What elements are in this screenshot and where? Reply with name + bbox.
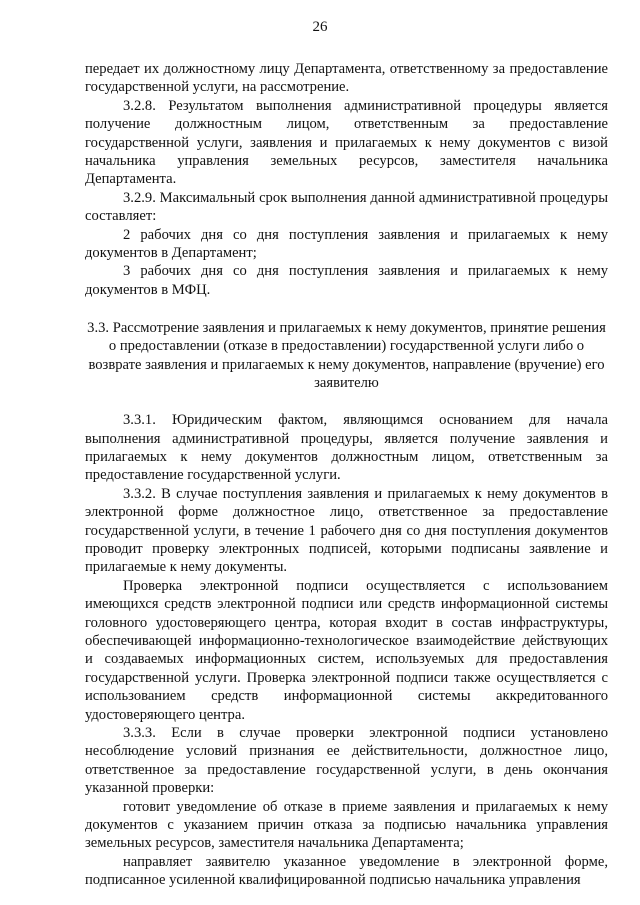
paragraph-signature-check: Проверка электронной подписи осуществляется с использованием имеющихся средств электронной подписи или средств информационной системы головного удостоверяющего центра, которая входит в состав инфраструктуры, обеспечивающей информационно-технологическое взаимодействие действующих и создаваемых информационных систем, используемых для предоставления государственной услуги. Проверка электронной подписи также осуществляется с использованием средств информационной системы аккредитованного удостоверяющего центра. <box>85 577 608 723</box>
paragraph-3-3-3: 3.3.3. Если в случае проверки электронной подписи установлено несоблюдение условий признания ее действительности, должностное лицо, ответственное за предоставление государственной услуги, в день окончания указанной проверки: <box>85 725 608 797</box>
document-body <box>85 60 608 890</box>
paragraph-continuation: передает их должностному лицу Департамента, ответственному за предоставление государственной услуги, на рассмотрение. <box>85 61 608 96</box>
paragraph-3-2-8: 3.2.8. Результатом выполнения административной процедуры является получение должностным лицом, ответственным за предоставление государственной услуги, заявления и прилагаемых к нему документов с визой начальника управления земельных ресурсов, заместителя начальника Департамента. <box>85 97 608 188</box>
paragraph-send-notice: направляет заявителю указанное уведомление в электронной форме, подписанное усиленной квалифицированной подписью начальника управления <box>85 853 608 889</box>
paragraph-3-3-1: 3.3.1. Юридическим фактом, являющимся основанием для начала выполнения административной процедуры, является получение заявления и прилагаемых к нему документов должностным лицом, ответственным за предоставление государственной услуги. <box>85 412 608 484</box>
paragraph-deadline-mfc: 3 рабочих дня со дня поступления заявления и прилагаемых к нему документов в МФЦ. <box>85 263 608 298</box>
paragraph-3-3-2: 3.3.2. В случае поступления заявления и прилагаемых к нему документов в электронной форме должностное лицо, ответственное за предоставление государственной услуги, в течение 1 рабочего дня со дня поступления документов проводит проверку электронных подписей, которыми подписаны заявление и прилагаемые к нему документы. <box>85 485 608 576</box>
section-title-3-3: 3.3. Рассмотрение заявления и прилагаемых к нему документов, принятие решения о предоставлении (отказе в предоставлении) государственной услуги либо о возврате заявления и прилагаемых к нему документов, направление (вручение) его заявителю <box>87 320 606 391</box>
paragraph-3-2-9: 3.2.9. Максимальный срок выполнения данной административной процедуры составляет: <box>85 189 608 225</box>
paragraph-deadline-department: 2 рабочих дня со дня поступления заявления и прилагаемых к нему документов в Департамент; <box>85 226 608 262</box>
paragraph-prepare-notice: готовит уведомление об отказе в приеме заявления и прилагаемых к нему документов с указанием причин отказа за подписью начальника управления земельных ресурсов, заместителя начальника Департамента; <box>85 798 608 852</box>
page-number: 26 <box>312 19 328 35</box>
